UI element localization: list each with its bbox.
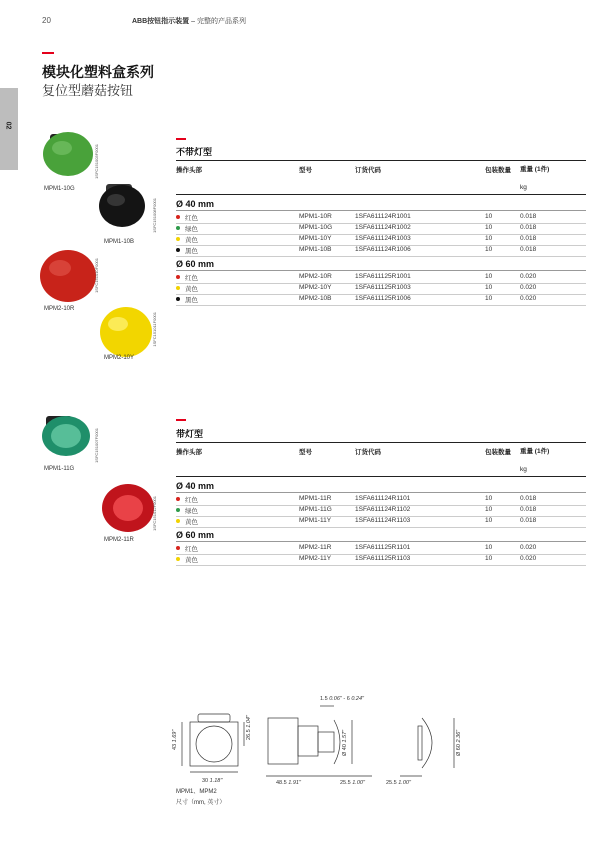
- cell-color: 黄色: [185, 557, 198, 564]
- row-separator: [176, 256, 586, 257]
- dim-43-inch: 1.69": [172, 729, 178, 743]
- section-accent-unlit: [176, 138, 186, 140]
- group-title-40mm: Ø 40 mm: [176, 199, 215, 209]
- col-head-weight: 重量 (1件): [520, 448, 550, 455]
- cell-weight: 0.018: [520, 235, 537, 242]
- col-head-order-code: 订货代码: [355, 167, 381, 174]
- chapter-tab: [0, 88, 18, 170]
- mpm2-10y-image: [100, 307, 152, 357]
- group-title-60mm: Ø 60 mm: [176, 530, 215, 540]
- cell-type: MPM2-10B: [299, 295, 332, 302]
- cell-color: 绿色: [185, 508, 198, 515]
- cell-color: 红色: [185, 497, 198, 504]
- dim-6-inch: 0.24": [351, 696, 365, 702]
- cell-pack-qty: 10: [485, 295, 493, 302]
- heading-accent-bar: [42, 52, 54, 54]
- page-number: 20: [42, 16, 51, 25]
- dim-26-5: 26.5: [246, 729, 252, 740]
- cell-weight: 0.018: [520, 517, 537, 524]
- chapter-tab-label: 02: [4, 121, 12, 130]
- cell-type: MPM1-10Y: [299, 235, 332, 242]
- mpm2-10r-image: [40, 250, 96, 302]
- dim-25-5-b: 25.5: [386, 780, 397, 786]
- table-row: [176, 554, 586, 565]
- cell-type: MPM2-11Y: [299, 555, 332, 562]
- image-code-mpm2-10r: 1SFC151010F0001: [94, 258, 99, 293]
- cell-order-code: 1SFA611125R1006: [355, 295, 411, 302]
- cell-order-code: 1SFA611124R1103: [355, 517, 411, 524]
- group-rule: [176, 541, 586, 542]
- col-head-type: 型号: [299, 167, 312, 174]
- cell-pack-qty: 10: [485, 495, 493, 502]
- dim-25-5-b-inch: 1.00": [398, 780, 411, 786]
- dim-6: 6: [346, 696, 350, 702]
- cell-weight: 0.020: [520, 544, 537, 551]
- image-label-mpm1-10g: MPM1-10G: [44, 186, 75, 192]
- group-rule: [176, 270, 586, 271]
- svg-text:26.5 1.04": [246, 714, 252, 740]
- color-dot-icon: [176, 546, 180, 550]
- row-separator: [176, 305, 586, 306]
- mpm1-10b-image: [99, 184, 145, 227]
- cell-type: MPM1-10B: [299, 246, 332, 253]
- cell-order-code: 1SFA611124R1102: [355, 506, 411, 513]
- svg-text:Ø 40 1.57": Ø 40 1.57": [342, 729, 348, 756]
- mpm1-10g-image: [43, 132, 93, 176]
- cell-color: 红色: [185, 215, 198, 222]
- cell-color: 黄色: [185, 237, 198, 244]
- cell-color: 绿色: [185, 226, 198, 233]
- group-title-40mm: Ø 40 mm: [176, 481, 215, 491]
- image-label-mpm2-11r: MPM2-11R: [104, 537, 134, 543]
- image-label-mpm1-10b: MPM1-10B: [104, 239, 135, 245]
- table-row: [176, 294, 586, 305]
- image-code-mpm2-11r: 1SFC151012F0001: [152, 496, 157, 531]
- cell-color: 黑色: [185, 248, 198, 255]
- cell-pack-qty: 10: [485, 246, 493, 253]
- cell-type: MPM1-11Y: [299, 517, 332, 524]
- cell-weight: 0.020: [520, 284, 537, 291]
- table-row: [176, 543, 586, 554]
- color-dot-icon: [176, 215, 180, 219]
- svg-text:25.5 1.00": [340, 780, 366, 786]
- col-head-weight-unit: kg: [520, 184, 527, 191]
- cell-type: MPM2-11R: [299, 544, 332, 551]
- dim-30-inch: 1.18": [209, 778, 223, 784]
- cell-pack-qty: 10: [485, 213, 493, 220]
- svg-text:43 1.69": [172, 729, 178, 750]
- drawing-caption-model: MPM1、MPM2: [176, 789, 217, 795]
- dim-43: 43: [172, 743, 178, 750]
- table-row: [176, 516, 586, 527]
- cell-pack-qty: 10: [485, 555, 493, 562]
- col-head-weight: 重量 (1件): [520, 166, 550, 173]
- svg-text:30 1.18": [202, 778, 223, 784]
- table-head-rule: [176, 476, 586, 477]
- color-dot-icon: [176, 226, 180, 230]
- svg-text:25.5 1.00": [386, 780, 412, 786]
- cell-weight: 0.018: [520, 213, 537, 220]
- cell-type: MPM2-10Y: [299, 284, 332, 291]
- cell-weight: 0.020: [520, 555, 537, 562]
- cell-order-code: 1SFA611124R1101: [355, 495, 411, 502]
- color-dot-icon: [176, 508, 180, 512]
- row-separator: [176, 565, 586, 566]
- cell-pack-qty: 10: [485, 284, 493, 291]
- cell-pack-qty: 10: [485, 224, 493, 231]
- page-title: 模块化塑料盒系列: [42, 64, 154, 80]
- image-code-mpm1-11g: 1SFC151007F0001: [94, 428, 99, 463]
- image-label-mpm2-10r: MPM2-10R: [44, 306, 75, 312]
- color-dot-icon: [176, 557, 180, 561]
- running-header-bold: ABB按钮指示装置: [132, 18, 190, 25]
- dim-25-5-a-inch: 1.00": [352, 780, 365, 786]
- running-header-rest: – 完整的产品系列: [189, 18, 246, 25]
- col-head-weight-unit: kg: [520, 466, 527, 473]
- color-dot-icon: [176, 237, 180, 241]
- cell-weight: 0.018: [520, 246, 537, 253]
- dim-26-5-inch: 1.04": [246, 715, 252, 728]
- cell-type: MPM1-10G: [299, 224, 333, 231]
- cell-color: 红色: [185, 275, 198, 282]
- table-row: [176, 505, 586, 516]
- cell-order-code: 1SFA611125R1003: [355, 284, 411, 291]
- dim-60-inch: 2.36": [456, 729, 462, 743]
- col-head-pack: 包装数量: [485, 449, 511, 456]
- drawing-caption-units: 尺寸（mm, 英寸）: [176, 800, 226, 806]
- cell-weight: 0.018: [520, 224, 537, 231]
- dim-48-5: 48.5: [276, 780, 287, 786]
- cell-color: 黄色: [185, 519, 198, 526]
- svg-text:Ø 60 2.36": Ø 60 2.36": [456, 729, 462, 756]
- table-row: [176, 494, 586, 505]
- table-row: [176, 272, 586, 283]
- table-row: [176, 245, 586, 256]
- table-head-rule: [176, 194, 586, 195]
- running-header: [132, 16, 246, 26]
- cell-color: 黑色: [185, 297, 198, 304]
- dim-1-5: 1.5: [320, 696, 328, 702]
- image-code-mpm2-10y: 1SFC151011F0001: [152, 312, 157, 347]
- svg-text:48.5 1.91": [276, 780, 302, 786]
- cell-pack-qty: 10: [485, 273, 493, 280]
- cell-pack-qty: 10: [485, 235, 493, 242]
- cell-color: 红色: [185, 546, 198, 553]
- table-row: [176, 234, 586, 245]
- cell-pack-qty: 10: [485, 544, 493, 551]
- image-label-mpm2-10y: MPM2-10Y: [104, 355, 135, 361]
- cell-type: MPM1-11R: [299, 495, 332, 502]
- svg-text:1.5 0.06" - 6 0.24": 1.5 0.06" - 6 0.24": [320, 696, 365, 702]
- section-accent-lit: [176, 419, 186, 421]
- dim-40-inch: 1.57": [342, 729, 348, 743]
- mpm1-11g-image: [42, 416, 90, 456]
- color-dot-icon: [176, 248, 180, 252]
- color-dot-icon: [176, 519, 180, 523]
- table-row: [176, 212, 586, 223]
- dim-60: 60: [456, 744, 462, 751]
- col-head-operator: 操作头部: [176, 449, 202, 456]
- group-title-60mm: Ø 60 mm: [176, 259, 215, 269]
- dim-48-5-inch: 1.91": [288, 780, 301, 786]
- col-head-order-code: 订货代码: [355, 449, 381, 456]
- table-row: [176, 223, 586, 234]
- section-title-unlit: 不带灯型: [176, 147, 213, 157]
- cell-pack-qty: 10: [485, 517, 493, 524]
- cell-order-code: 1SFA611124R1003: [355, 235, 411, 242]
- page-subtitle: 复位型蘑菇按钮: [42, 83, 134, 98]
- cell-color: 黄色: [185, 286, 198, 293]
- cell-order-code: 1SFA611124R1006: [355, 246, 411, 253]
- image-code-mpm1-10g: 1SFC151003F0001: [94, 144, 99, 179]
- dim-25-5-a: 25.5: [340, 780, 351, 786]
- table-top-rule: [176, 160, 586, 161]
- section-title-lit: 带灯型: [176, 429, 204, 439]
- dim-30: 30: [202, 778, 209, 784]
- image-label-mpm1-11g: MPM1-11G: [44, 466, 75, 472]
- group-rule: [176, 210, 586, 211]
- color-dot-icon: [176, 497, 180, 501]
- cell-order-code: 1SFA611124R1001: [355, 213, 411, 220]
- mpm2-11r-image: [102, 484, 154, 532]
- cell-order-code: 1SFA611125R1103: [355, 555, 411, 562]
- col-head-operator: 操作头部: [176, 167, 202, 174]
- col-head-type: 型号: [299, 449, 312, 456]
- table-top-rule: [176, 442, 586, 443]
- cell-order-code: 1SFA611125R1001: [355, 273, 411, 280]
- cell-weight: 0.018: [520, 506, 537, 513]
- row-separator: [176, 527, 586, 528]
- cell-type: MPM1-10R: [299, 213, 332, 220]
- cell-order-code: 1SFA611124R1002: [355, 224, 411, 231]
- table-row: [176, 283, 586, 294]
- cell-pack-qty: 10: [485, 506, 493, 513]
- dim-1-5-inch: 0.06": [329, 696, 342, 702]
- group-rule: [176, 492, 586, 493]
- color-dot-icon: [176, 286, 180, 290]
- cell-weight: 0.018: [520, 495, 537, 502]
- color-dot-icon: [176, 275, 180, 279]
- dimension-drawing: [160, 690, 490, 790]
- image-code-mpm1-10b: 1SFC151008F0001: [152, 198, 157, 233]
- cell-type: MPM2-10R: [299, 273, 332, 280]
- cell-type: MPM1-11G: [299, 506, 332, 513]
- dim-40: 40: [342, 744, 348, 751]
- cell-order-code: 1SFA611125R1101: [355, 544, 411, 551]
- color-dot-icon: [176, 297, 180, 301]
- cell-weight: 0.020: [520, 273, 537, 280]
- cell-weight: 0.020: [520, 295, 537, 302]
- col-head-pack: 包装数量: [485, 167, 511, 174]
